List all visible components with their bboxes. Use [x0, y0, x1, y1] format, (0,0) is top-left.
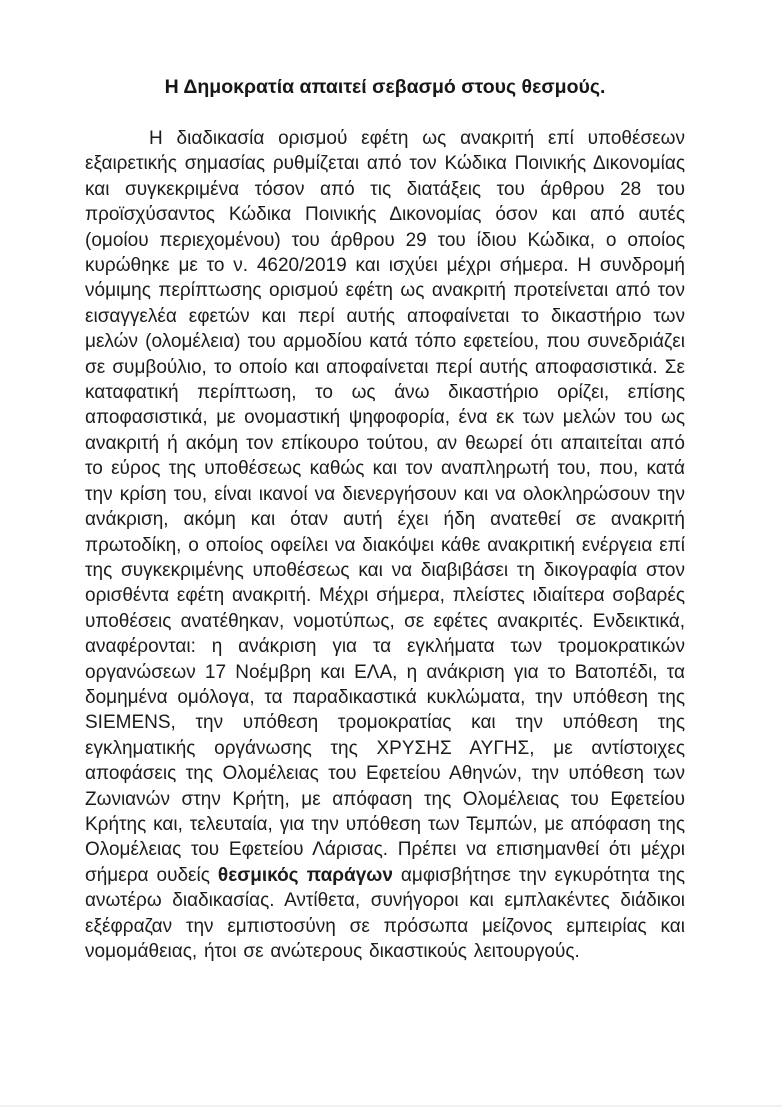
- paragraph-text-before-bold: Η διαδικασία ορισμού εφέτη ως ανακριτή επί υποθέσεων εξαιρετικής σημασίας ρυθμίζεται από τον Κώδικα Ποινικής Δικονομίας και συγκεκριμένα τόσον από τις διατάξεις του άρθρου 28 του προϊσχύσαντος Κώδικα Ποινικής Δικονομίας όσον και από αυτές (ομοίου περιεχομένου) του άρθρου 29 του ίδιου Κώδικα, ο οποίος κυρώθηκε με το ν. 4620/2019 και ισχύει μέχρι σήμερα. Η συνδρομή νόμιμης περίπτωσης ορισμού εφέτη ως ανακριτή προτείνεται από τον εισαγγελέα εφετών και περί αυτής αποφαίνεται το δικαστήριο των μελών (ολομέλεια) του αρμοδίου κατά τόπο εφετείου, που συνεδριάζει σε συμβούλιο, το οποίο και αποφαίνεται περί αυτής αποφασιστικά. Σε καταφατική περίπτωση, το ως άνω δικαστήριο ορίζει, επίσης αποφασιστικά, με ονομαστική ψηφοφορία, ένα εκ των μελών του ως ανακριτή ή ακόμη τον επίκουρο τούτου, αν θεωρεί ότι απαιτείται από το εύρος της υποθέσεως καθώς και τον αναπληρωτή του, που, κατά την κρίση του, είναι ικανοί να διενεργήσουν και να ολοκληρώσουν την ανάκριση, ακόμη και όταν αυτή έχει ήδη ανατεθεί σε ανακριτή πρωτοδίκη, ο οποίος οφείλει να διακόψει κάθε ανακριτική ενέργεια επί της συγκεκριμένης υποθέσεως και να διαβιβάσει τη δικογραφία στον ορισθέντα εφέτη ανακριτή. Μέχρι σήμερα, πλείστες ιδιαίτερα σοβαρές υποθέσεις ανατέθηκαν, νομοτύπως, σε εφέτες ανακριτές. Ενδεικτικά, αναφέρονται: η ανάκριση για τα εγκλήματα των τρομοκρατικών οργανώσεων 17 Νοέμβρη και ΕΛΑ, η ανάκριση για το Βατοπέδι, τα δομημένα ομόλογα, τα παραδικαστικά κυκλώματα, την υπόθεση της SIEMENS, την υπόθεση τρομοκρατίας και την υπόθεση της εγκληματικής οργάνωσης της ΧΡΥΣΗΣ ΑΥΓΗΣ, με αντίστοιχες αποφάσεις της Ολομέλειας του Εφετείου Αθηνών, την υπόθεση των Ζωνιανών στην Κρήτη, με απόφαση της Ολομέλειας του Εφετείου Κρήτης και, τελευταία, για την υπόθεση των Τεμπών, με απόφαση της Ολομέλειας του Εφετείου Λάρισας. Πρέπει να επισημανθεί ότι μέχρι σήμερα ουδείς: [85, 128, 685, 886]
- bold-phrase: θεσμικός παράγων: [217, 864, 393, 886]
- document-paragraph: [85, 126, 685, 964]
- paragraph-text-after-bold: αμφισβήτησε την εγκυρότητα της ανωτέρω διαδικασίας. Αντίθετα, συνήγοροι και εμπλακέντες διάδικοι εξέφραζαν την εμπιστοσύνη σε πρόσωπα μείζονος εμπειρίας και νομομάθειας, ήτοι σε ανώτερους δικαστικούς λειτουργούς.: [85, 864, 686, 962]
- document-title: Η Δημοκρατία απαιτεί σεβασμό στους θεσμούς.: [164, 76, 606, 98]
